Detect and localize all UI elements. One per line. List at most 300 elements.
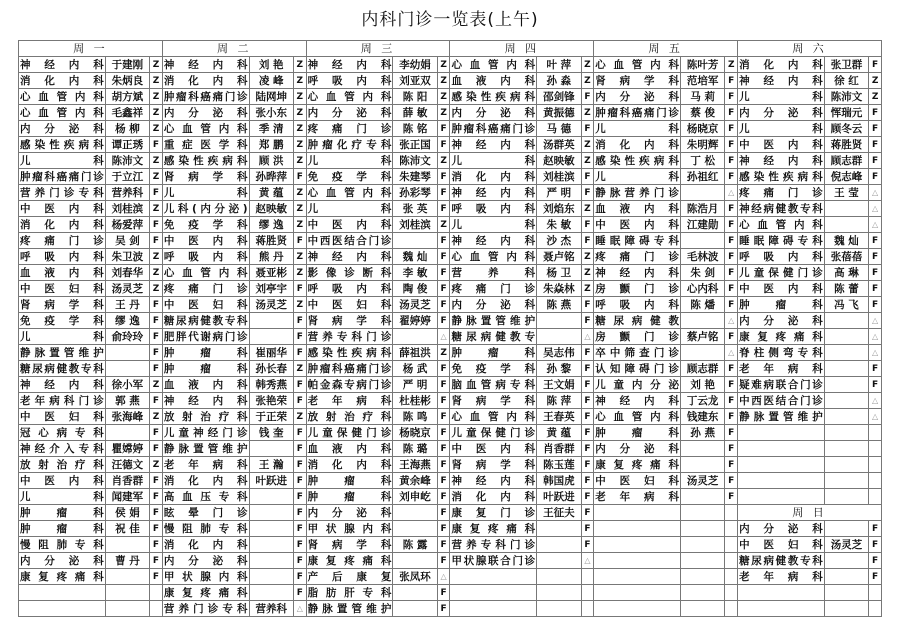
table-row [19,409,882,425]
dept-cell: 疑难病联合门诊 [739,378,823,391]
type-cell: F [437,185,450,201]
doctor-cell [680,505,724,521]
type-cell: F [725,425,738,441]
type-cell: F [581,377,594,393]
doctor-cell: 朱炳良 [105,73,149,89]
dept-cell: 中医内科 [307,218,392,231]
doctor-cell [824,217,868,233]
dept-cell: 中医妇科 [20,410,104,423]
doctor-cell: 蔡卢铭 [680,329,724,345]
dept-cell: 呼吸内科 [20,250,104,263]
doctor-cell [824,601,868,617]
doctor-cell: 陈 蕾 [824,281,868,297]
type-cell: F [581,121,594,137]
doctor-cell: 郑 鹏 [249,137,293,153]
doctor-cell [537,569,581,585]
doctor-cell [680,185,724,201]
table-row [19,505,882,521]
type-cell: F [869,553,882,569]
type-cell: Z [293,217,306,233]
type-cell: F [437,137,450,153]
type-cell [725,553,738,569]
dept-cell: 糖尿病健教专科 [20,362,104,375]
doctor-cell: 朱建琴 [393,169,437,185]
type-cell: F [869,105,882,121]
dept-cell: 呼吸内科 [451,202,536,215]
type-cell: F [581,489,594,505]
dept-cell: 慢阻肺专科 [163,522,248,535]
doctor-cell [537,521,581,537]
doctor-cell: 朱卫波 [105,249,149,265]
doctor-cell: 朱 敏 [537,217,581,233]
dept-cell: 房颤门诊 [595,330,679,343]
type-cell: F [293,441,306,457]
type-cell: F [581,521,594,537]
type-cell: Z [581,105,594,121]
type-cell: Z [581,137,594,153]
type-cell: Z [581,201,594,217]
doctor-cell: 钱建东 [680,409,724,425]
doctor-cell: 钱 奎 [249,425,293,441]
type-cell: F [293,457,306,473]
doctor-cell: 薛 敏 [393,105,437,121]
doctor-cell: 杨 柳 [105,121,149,137]
type-cell: Z [150,89,163,105]
doctor-cell [824,585,868,601]
dept-cell: 消化内科 [163,474,248,487]
dept-cell: 放射治疗科 [20,458,104,471]
dept-cell: 静脉置管维护 [163,442,248,455]
dept-cell: 老年病科门诊 [20,394,104,407]
type-cell [725,569,738,585]
dept-cell: 康复疼痛科 [20,570,104,583]
doctor-cell: 营养科 [105,185,149,201]
type-cell: Z [581,57,594,73]
doctor-cell [680,585,724,601]
dept-cell: 内分泌科 [163,554,248,567]
doctor-cell [105,585,149,601]
table-row [19,297,882,313]
type-cell: F [150,441,163,457]
type-cell: F [293,489,306,505]
type-cell: F [437,585,450,601]
type-cell: F [293,313,306,329]
type-cell: △ [725,345,738,361]
type-cell [725,505,738,521]
type-cell: F [869,233,882,249]
doctor-cell [249,441,293,457]
dept-cell: 肿瘤科 [163,346,248,359]
type-cell: Z [293,57,306,73]
type-cell: F [437,489,450,505]
type-cell: F [581,393,594,409]
dept-cell: 消化内科 [307,458,392,471]
doctor-cell: 翟婷婷 [393,313,437,329]
doctor-cell: 王海燕 [393,457,437,473]
type-cell: F [437,297,450,313]
dept-cell: 神经内科 [20,58,104,71]
doctor-cell: 顾 洪 [249,153,293,169]
dept-cell [738,601,825,617]
dept-cell: 肿瘤科 [20,506,104,519]
type-cell: F [150,425,163,441]
sunday-header: 周 日 [738,505,882,521]
table-row [19,217,882,233]
doctor-cell: 于正荣 [249,409,293,425]
type-cell: F [869,249,882,265]
type-cell [869,457,882,473]
doctor-cell: 孙晔萍 [249,169,293,185]
dept-cell: 儿童保健门诊 [451,426,536,439]
type-cell: Z [437,57,450,73]
doctor-cell: 汤灵芝 [824,537,868,553]
doctor-cell: 徐 红 [824,73,868,89]
type-cell: F [869,153,882,169]
type-cell: Z [293,105,306,121]
doctor-cell: 顾志群 [824,153,868,169]
type-cell: F [293,473,306,489]
dept-cell: 心血管内科 [163,266,248,279]
dept-cell: 儿 科 [163,186,248,199]
dept-cell: 康复疼痛科 [595,458,679,471]
dept-cell [738,457,825,473]
doctor-cell: 瞿嫦婷 [105,441,149,457]
doctor-cell: 李幼娟 [393,57,437,73]
dept-cell [450,569,537,585]
dept-cell: 营养门诊专科 [163,602,248,615]
type-cell: Z [150,153,163,169]
type-cell: △ [581,329,594,345]
type-cell: Z [150,281,163,297]
dept-cell: 消化内科 [451,490,536,503]
table-row [19,185,882,201]
doctor-cell: 孙长春 [249,361,293,377]
doctor-cell: 马 莉 [680,89,724,105]
dept-cell: 感染性疾病科 [163,154,248,167]
type-cell: Z [150,265,163,281]
doctor-cell: 闻建军 [105,489,149,505]
type-cell: F [437,169,450,185]
type-cell: F [725,297,738,313]
type-cell: Z [437,217,450,233]
dept-cell: 康复疼痛科 [451,522,536,535]
doctor-cell: 熊 丹 [249,249,293,265]
dept-cell: 肥胖代谢病门诊 [163,330,248,343]
dept-cell: 老年病科 [307,394,392,407]
doctor-cell: 陈 阳 [393,89,437,105]
type-cell: Z [581,249,594,265]
doctor-cell: 严 明 [393,377,437,393]
doctor-cell: 赵映敏 [249,201,293,217]
type-cell [869,489,882,505]
dept-cell: 消化内科 [595,138,679,151]
type-cell: F [581,345,594,361]
type-cell: F [293,425,306,441]
type-cell: F [437,265,450,281]
dept-cell: 产后康复 [307,570,392,583]
type-cell: F [725,457,738,473]
type-cell: F [725,233,738,249]
dept-cell: 营养科 [451,266,536,279]
dept-cell: 儿 科 [739,122,823,135]
dept-cell [594,585,681,601]
dept-cell: 内分泌科 [451,298,536,311]
type-cell: Z [437,73,450,89]
type-cell: Z [293,153,306,169]
type-cell: F [581,185,594,201]
doctor-cell: 郭 燕 [105,393,149,409]
dept-cell [19,601,106,617]
doctor-cell: 叶跃进 [249,473,293,489]
dept-cell: 中医妇科 [163,298,248,311]
dept-cell: 中医内科 [20,474,104,487]
type-cell: F [293,505,306,521]
type-cell: Z [293,137,306,153]
doctor-cell: 张卫群 [824,57,868,73]
type-cell: Z [150,105,163,121]
type-cell: F [437,473,450,489]
dept-cell: 老年病科 [739,362,823,375]
type-cell: F [581,425,594,441]
day-header-row [19,41,882,57]
doctor-cell: 张小东 [249,105,293,121]
type-cell: Z [150,201,163,217]
dept-cell: 呼吸内科 [307,282,392,295]
type-cell: F [293,393,306,409]
doctor-cell [249,569,293,585]
dept-cell: 消化内科 [163,74,248,87]
dept-cell: 内分泌科 [595,442,679,455]
day-header: 周 二 [162,41,306,57]
type-cell: F [150,137,163,153]
doctor-cell [824,425,868,441]
type-cell: F [150,393,163,409]
dept-cell: 内分泌科 [451,106,536,119]
table-row [19,249,882,265]
table-row [19,569,882,585]
doctor-cell [249,505,293,521]
day-header: 周 六 [738,41,882,57]
table-row [19,153,882,169]
dept-cell: 肾病学科 [163,170,248,183]
table-row [19,393,882,409]
type-cell: F [150,505,163,521]
dept-cell: 呼吸内科 [163,250,248,263]
doctor-cell: 陈浩月 [680,201,724,217]
type-cell: F [581,457,594,473]
type-cell: F [150,361,163,377]
type-cell: △ [869,393,882,409]
dept-cell: 神经内科 [307,250,392,263]
type-cell: Z [150,73,163,89]
type-cell [725,585,738,601]
doctor-cell: 朱焱林 [537,281,581,297]
type-cell: Z [150,457,163,473]
type-cell: F [869,537,882,553]
type-cell: Z [293,249,306,265]
dept-cell: 儿童保健门诊 [739,266,823,279]
doctor-cell: 黄振德 [537,105,581,121]
doctor-cell [680,313,724,329]
doctor-cell: 魏 灿 [393,249,437,265]
type-cell: F [725,137,738,153]
dept-cell: 呼吸内科 [739,250,823,263]
doctor-cell: 倪志峰 [824,169,868,185]
type-cell: △ [725,313,738,329]
dept-cell [594,505,681,521]
type-cell [581,601,594,617]
dept-cell [450,601,537,617]
type-cell: F [581,233,594,249]
dept-cell: 肿瘤科癌痛门诊 [451,122,536,135]
dept-cell: 心血管内科 [451,250,536,263]
doctor-cell: 汤灵芝 [105,281,149,297]
type-cell: F [150,313,163,329]
doctor-cell: 魏 灿 [824,233,868,249]
type-cell: Z [581,265,594,281]
doctor-cell: 徐小军 [105,377,149,393]
type-cell: F [869,569,882,585]
dept-cell: 儿 科 [739,90,823,103]
type-cell: Z [437,105,450,121]
doctor-cell: 孙 燕 [680,425,724,441]
doctor-cell [680,553,724,569]
dept-cell: 感染性疾病科 [307,346,392,359]
doctor-cell: 黄 蕴 [537,425,581,441]
dept-cell: 消化内科 [739,58,823,71]
table-row [19,361,882,377]
type-cell: F [869,281,882,297]
dept-cell: 中医内科 [595,218,679,231]
type-cell: F [725,329,738,345]
doctor-cell [105,537,149,553]
doctor-cell: 陈玉莲 [537,457,581,473]
type-cell: F [725,377,738,393]
doctor-cell [824,489,868,505]
dept-cell: 内分泌科 [739,314,823,327]
dept-cell: 肿瘤科 [20,522,104,535]
doctor-cell: 陈 燔 [680,297,724,313]
type-cell: F [725,89,738,105]
type-cell: △ [725,185,738,201]
type-cell: F [869,137,882,153]
dept-cell [19,585,106,601]
table-row [19,57,882,73]
doctor-cell: 张凤环 [393,569,437,585]
type-cell: F [725,217,738,233]
type-cell [869,473,882,489]
doctor-cell: 严 明 [537,185,581,201]
type-cell: F [293,585,306,601]
doctor-cell: 侯 娟 [105,505,149,521]
type-cell: △ [437,569,450,585]
doctor-cell [105,361,149,377]
doctor-cell [537,313,581,329]
type-cell: F [725,249,738,265]
type-cell: F [725,393,738,409]
dept-cell: 房颤门诊 [595,282,679,295]
dept-cell: 脑血管病专科 [451,378,536,391]
table-row [19,457,882,473]
dept-cell: 免疫学科 [20,314,104,327]
type-cell: Z [293,73,306,89]
dept-cell: 心血管内科 [739,218,823,231]
table-row [19,425,882,441]
table-row [19,537,882,553]
doctor-cell: 刘春华 [105,265,149,281]
type-cell: Z [293,361,306,377]
doctor-cell: 汤灵芝 [393,297,437,313]
doctor-cell [393,233,437,249]
doctor-cell: 聂亚彬 [249,265,293,281]
dept-cell: 心血管内科 [20,90,104,103]
type-cell: △ [869,329,882,345]
dept-cell: 高血压专科 [163,490,248,503]
type-cell: Z [150,121,163,137]
type-cell: △ [869,345,882,361]
type-cell: △ [293,601,306,617]
type-cell: F [150,297,163,313]
doctor-cell: 王春英 [537,409,581,425]
doctor-cell [680,521,724,537]
doctor-cell [393,329,437,345]
dept-cell: 血液内科 [595,202,679,215]
dept-cell: 内分泌科 [307,506,392,519]
dept-cell: 儿童神经门诊 [163,426,248,439]
dept-cell: 神经内科 [451,474,536,487]
day-header: 周 五 [594,41,738,57]
doctor-cell [393,521,437,537]
dept-cell: 肿瘤科 [739,298,823,311]
doctor-cell: 崔丽华 [249,345,293,361]
dept-cell: 神经内科 [307,58,392,71]
doctor-cell: 王文娟 [537,377,581,393]
doctor-cell: 凌 峰 [249,73,293,89]
dept-cell: 营养专科门诊 [451,538,536,551]
dept-cell: 糖尿病健教专科 [163,314,248,327]
doctor-cell [105,345,149,361]
doctor-cell: 黄 蕴 [249,185,293,201]
doctor-cell [249,553,293,569]
dept-cell: 神经内科 [595,266,679,279]
doctor-cell: 汤灵芝 [249,297,293,313]
doctor-cell [537,329,581,345]
dept-cell: 消化内科 [20,74,104,87]
type-cell: △ [869,217,882,233]
type-cell: F [581,313,594,329]
dept-cell: 内分泌科 [307,106,392,119]
type-cell: F [581,537,594,553]
doctor-cell: 曹 丹 [105,553,149,569]
doctor-cell: 陈 鸣 [393,409,437,425]
type-cell: F [725,73,738,89]
type-cell: △ [581,553,594,569]
doctor-cell: 汪德文 [105,457,149,473]
dept-cell: 眩晕门诊 [163,506,248,519]
doctor-cell: 刘桂滨 [393,217,437,233]
type-cell: F [437,281,450,297]
dept-cell: 内分泌科 [595,90,679,103]
doctor-cell: 俞玲玲 [105,329,149,345]
table-row [19,441,882,457]
dept-cell: 儿 科 [20,330,104,343]
doctor-cell: 陈沛文 [824,89,868,105]
dept-cell: 神经内科 [451,186,536,199]
type-cell: F [150,569,163,585]
doctor-cell: 陶 俊 [393,281,437,297]
doctor-cell [824,377,868,393]
dept-cell: 免疫学科 [451,362,536,375]
